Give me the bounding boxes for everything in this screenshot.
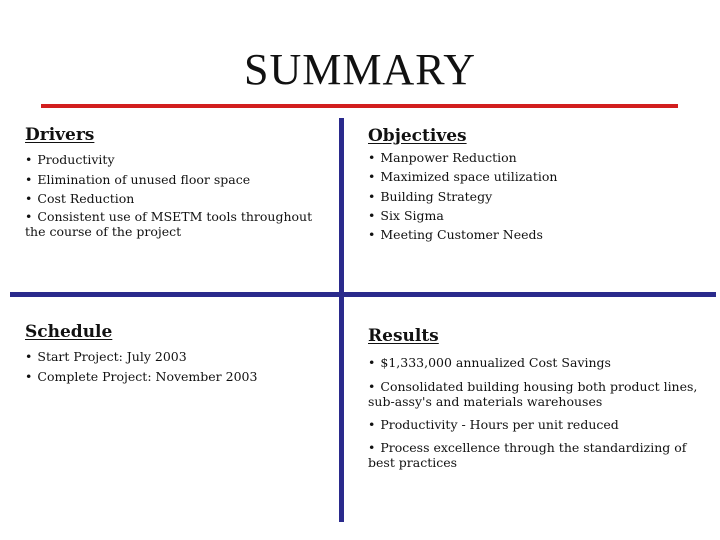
list-item-text: Building Strategy — [380, 188, 493, 204]
list-item-text: Complete Project: November 2003 — [37, 368, 258, 384]
list-item — [368, 379, 708, 409]
results-list — [368, 353, 708, 476]
vertical-divider — [339, 118, 344, 522]
list-item-text: Six Sigma — [380, 207, 444, 223]
bullet-icon: • — [368, 207, 376, 223]
list-item-text: $1,333,000 annualized Cost Savings — [380, 355, 611, 370]
list-item — [25, 347, 325, 367]
list-item — [368, 353, 708, 373]
list-item — [368, 187, 698, 206]
list-item — [368, 206, 698, 225]
list-item-text: Elimination of unused floor space — [37, 171, 251, 187]
objectives-heading: Objectives — [368, 126, 467, 146]
bullet-icon: • — [368, 416, 376, 432]
bullet-icon: • — [368, 378, 376, 394]
list-item — [25, 367, 325, 387]
horizontal-divider — [10, 292, 716, 297]
list-item-text: Manpower Reduction — [380, 150, 517, 165]
list-item-text: Productivity - Hours per unit reduced — [380, 416, 619, 432]
bullet-icon: • — [368, 440, 376, 455]
bullet-icon: • — [25, 171, 33, 187]
schedule-list — [25, 347, 325, 386]
title-underline-rule — [41, 104, 678, 108]
bullet-icon: • — [368, 227, 376, 243]
drivers-list — [25, 150, 325, 239]
list-item — [368, 148, 698, 167]
list-item-text: Process excellence through the standardizing of best practices — [368, 440, 687, 470]
objectives-list — [368, 148, 698, 244]
list-item-text: Productivity — [37, 152, 115, 167]
list-item-text: Consolidated building housing both product lines, sub-assy's and materials warehouses — [368, 378, 698, 409]
results-heading: Results — [368, 326, 439, 346]
list-item — [25, 150, 325, 170]
list-item — [368, 167, 698, 186]
bullet-icon: • — [368, 355, 376, 370]
list-item — [368, 440, 708, 470]
bullet-icon: • — [368, 150, 376, 165]
list-item — [25, 170, 325, 190]
list-item-text: Consistent use of MSETM tools throughout the course of the project — [25, 208, 313, 239]
drivers-heading: Drivers — [25, 125, 95, 145]
list-item — [368, 415, 708, 435]
bullet-icon: • — [25, 208, 33, 224]
list-item-text: Maximized space utilization — [380, 169, 558, 185]
schedule-heading: Schedule — [25, 322, 113, 342]
list-item — [25, 209, 325, 239]
bullet-icon: • — [25, 349, 33, 364]
list-item-text: Start Project: July 2003 — [37, 349, 187, 364]
bullet-icon: • — [25, 368, 33, 384]
list-item — [25, 189, 325, 209]
list-item-text: Cost Reduction — [37, 191, 135, 206]
bullet-icon: • — [25, 152, 33, 167]
bullet-icon: • — [368, 188, 376, 204]
page-title: SUMMARY — [244, 45, 476, 94]
list-item — [368, 225, 698, 244]
bullet-icon: • — [25, 191, 33, 206]
bullet-icon: • — [368, 169, 376, 185]
list-item-text: Meeting Customer Needs — [380, 227, 543, 243]
